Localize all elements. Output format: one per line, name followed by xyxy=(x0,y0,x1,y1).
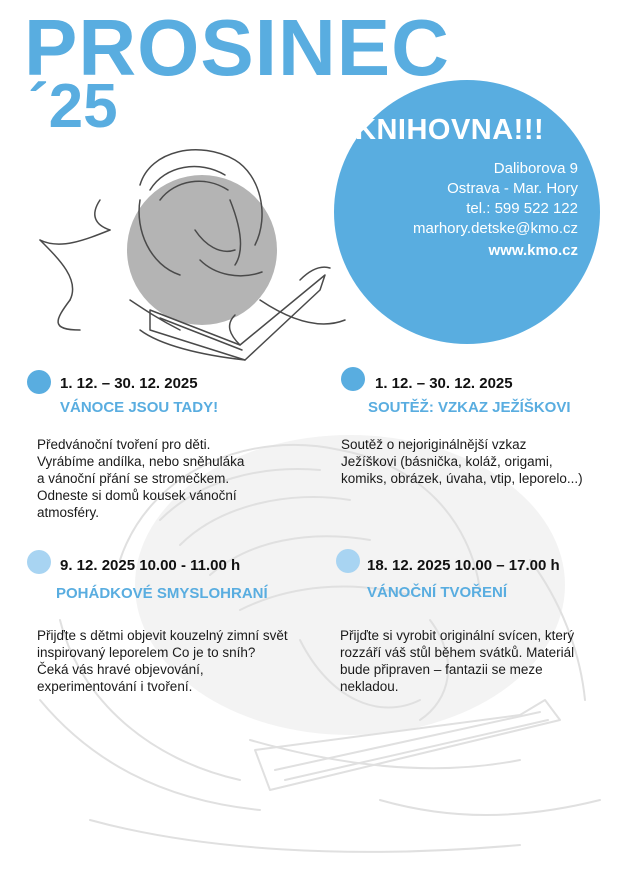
library-phone: tel.: 599 522 122 xyxy=(466,200,578,217)
event-date: 1. 12. – 30. 12. 2025 xyxy=(375,375,513,392)
event-date: 1. 12. – 30. 12. 2025 xyxy=(60,375,198,392)
page-title: PROSINEC xyxy=(24,3,450,92)
event-bullet xyxy=(27,550,51,574)
library-city: Ostrava - Mar. Hory xyxy=(447,180,578,197)
event-title: VÁNOCE JSOU TADY! xyxy=(60,399,219,416)
event-title: POHÁDKOVÉ SMYSLOHRANÍ xyxy=(56,585,268,602)
event-description: Soutěž o nejoriginálnější vzkaz Ježíškovi (básnička, koláž, origami, komiks, obrázek, úvaha, vtip, leporelo...) xyxy=(341,437,583,486)
event-description: Přijďte s dětmi objevit kouzelný zimní svět inspirovaný leporelem Co je to sníh? Čeká vás hravé objevování, experimentování i tvoření. xyxy=(37,628,288,694)
event-date: 9. 12. 2025 10.00 - 11.00 h xyxy=(60,557,241,574)
event-bullet xyxy=(336,549,360,573)
event-description: Předvánoční tvoření pro děti. Vyrábíme andílka, nebo sněhuláka a vánoční přání se stromečkem. Odneste si domů kousek vánoční atmosféry. xyxy=(37,437,245,520)
year-label: ´25 xyxy=(28,72,118,141)
event-date: 18. 12. 2025 10.00 – 17.00 h xyxy=(367,557,560,574)
event-bullet xyxy=(341,367,365,391)
event-title: SOUTĚŽ: VZKAZ JEŽÍŠKOVI xyxy=(368,399,571,416)
event-title: VÁNOČNÍ TVOŘENÍ xyxy=(367,584,508,601)
library-title: KNIHOVNA!!! xyxy=(355,114,545,146)
library-email[interactable]: marhory.detske@kmo.cz xyxy=(413,220,578,237)
event-description: Přijďte si vyrobit originální svícen, který rozzáří váš stůl během svátků. Materiál bude připraven – fantazii se meze nekladou. xyxy=(340,628,575,694)
event-bullet xyxy=(27,370,51,394)
library-street: Daliborova 9 xyxy=(493,160,578,177)
library-website[interactable]: www.kmo.cz xyxy=(488,242,578,259)
